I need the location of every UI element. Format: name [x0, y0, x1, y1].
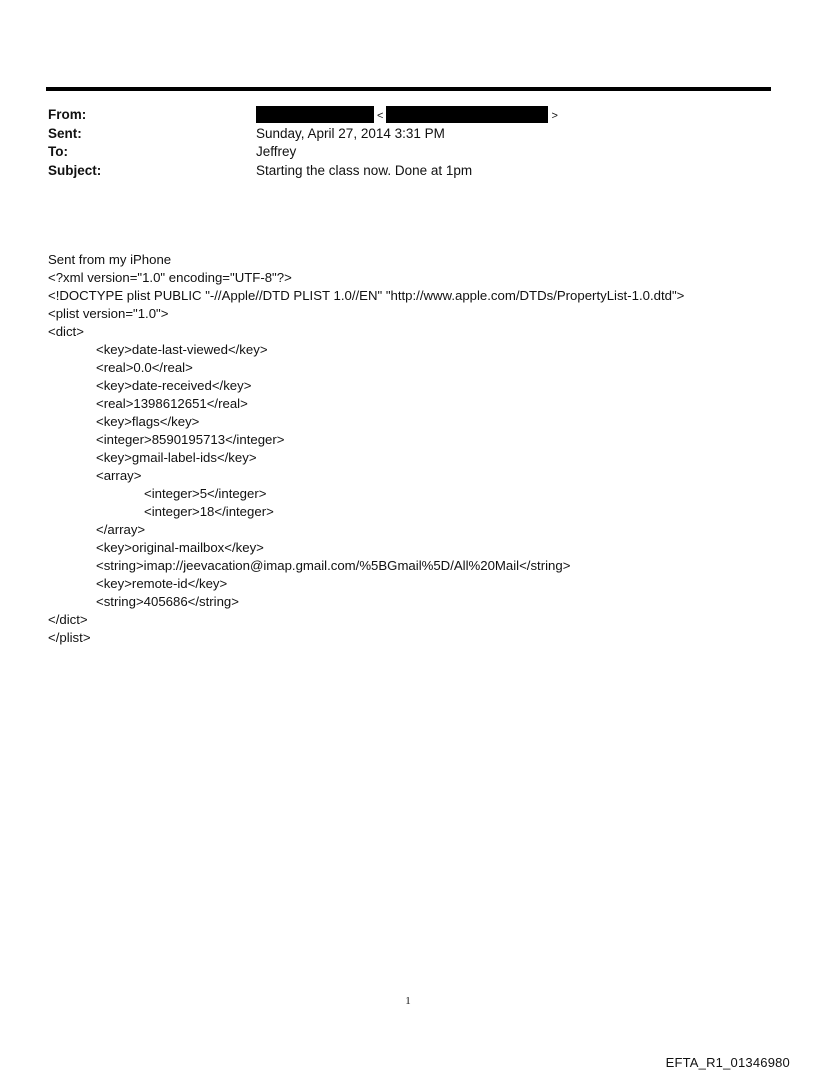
plist-line: <array>	[96, 468, 142, 483]
plist-line: <integer>5</integer>	[144, 486, 267, 501]
plist-open-line: <plist version="1.0">	[48, 306, 169, 321]
to-label: To:	[48, 144, 68, 159]
subject-row	[48, 162, 768, 181]
plist-line: <key>flags</key>	[96, 414, 200, 429]
from-row	[48, 106, 768, 125]
doctype-line: <!DOCTYPE plist PUBLIC "-//Apple//DTD PLIST 1.0//EN" "http://www.apple.com/DTDs/PropertyList-1.0.dtd">	[48, 288, 685, 303]
from-open-bracket: <	[377, 110, 384, 122]
plist-line: <real>0.0</real>	[96, 360, 193, 375]
to-value: Jeffrey	[256, 144, 297, 159]
sent-value: Sunday, April 27, 2014 3:31 PM	[256, 125, 445, 141]
plist-line: <string>405686</string>	[96, 594, 239, 609]
xml-declaration-line: <?xml version="1.0" encoding="UTF-8"?>	[48, 270, 292, 285]
subject-label: Subject:	[48, 162, 102, 178]
from-value	[256, 106, 561, 126]
from-close-bracket: >	[551, 110, 558, 122]
subject-value: Starting the class now. Done at 1pm	[256, 162, 473, 178]
header-divider	[46, 87, 771, 91]
sent-row	[48, 125, 768, 144]
signature-line: Sent from my iPhone	[48, 252, 172, 267]
page-number: 1	[405, 995, 411, 1007]
plist-line: <integer>8590195713</integer>	[96, 432, 285, 447]
email-body	[48, 251, 788, 647]
plist-line: <key>date-received</key>	[96, 378, 252, 393]
redacted-sender-name	[256, 106, 374, 123]
plist-line: <key>remote-id</key>	[96, 576, 228, 591]
bates-number: EFTA_R1_01346980	[665, 1055, 790, 1070]
plist-close-line: </plist>	[48, 630, 91, 645]
plist-line: <key>original-mailbox</key>	[96, 540, 264, 555]
to-row	[48, 143, 768, 162]
plist-line: </array>	[96, 522, 146, 537]
plist-line: <string>imap://jeevacation@imap.gmail.com/%5BGmail%5D/All%20Mail</string>	[96, 558, 571, 573]
dict-close-line: </dict>	[48, 612, 88, 627]
plist-line: <integer>18</integer>	[144, 504, 274, 519]
sent-label: Sent:	[48, 125, 82, 141]
email-header	[48, 106, 768, 180]
dict-open-line: <dict>	[48, 324, 84, 339]
plist-line: <key>gmail-label-ids</key>	[96, 450, 257, 465]
plist-line: <real>1398612651</real>	[96, 396, 248, 411]
from-label: From:	[48, 107, 87, 122]
redacted-sender-email	[386, 106, 548, 123]
plist-line: <key>date-last-viewed</key>	[96, 342, 268, 357]
